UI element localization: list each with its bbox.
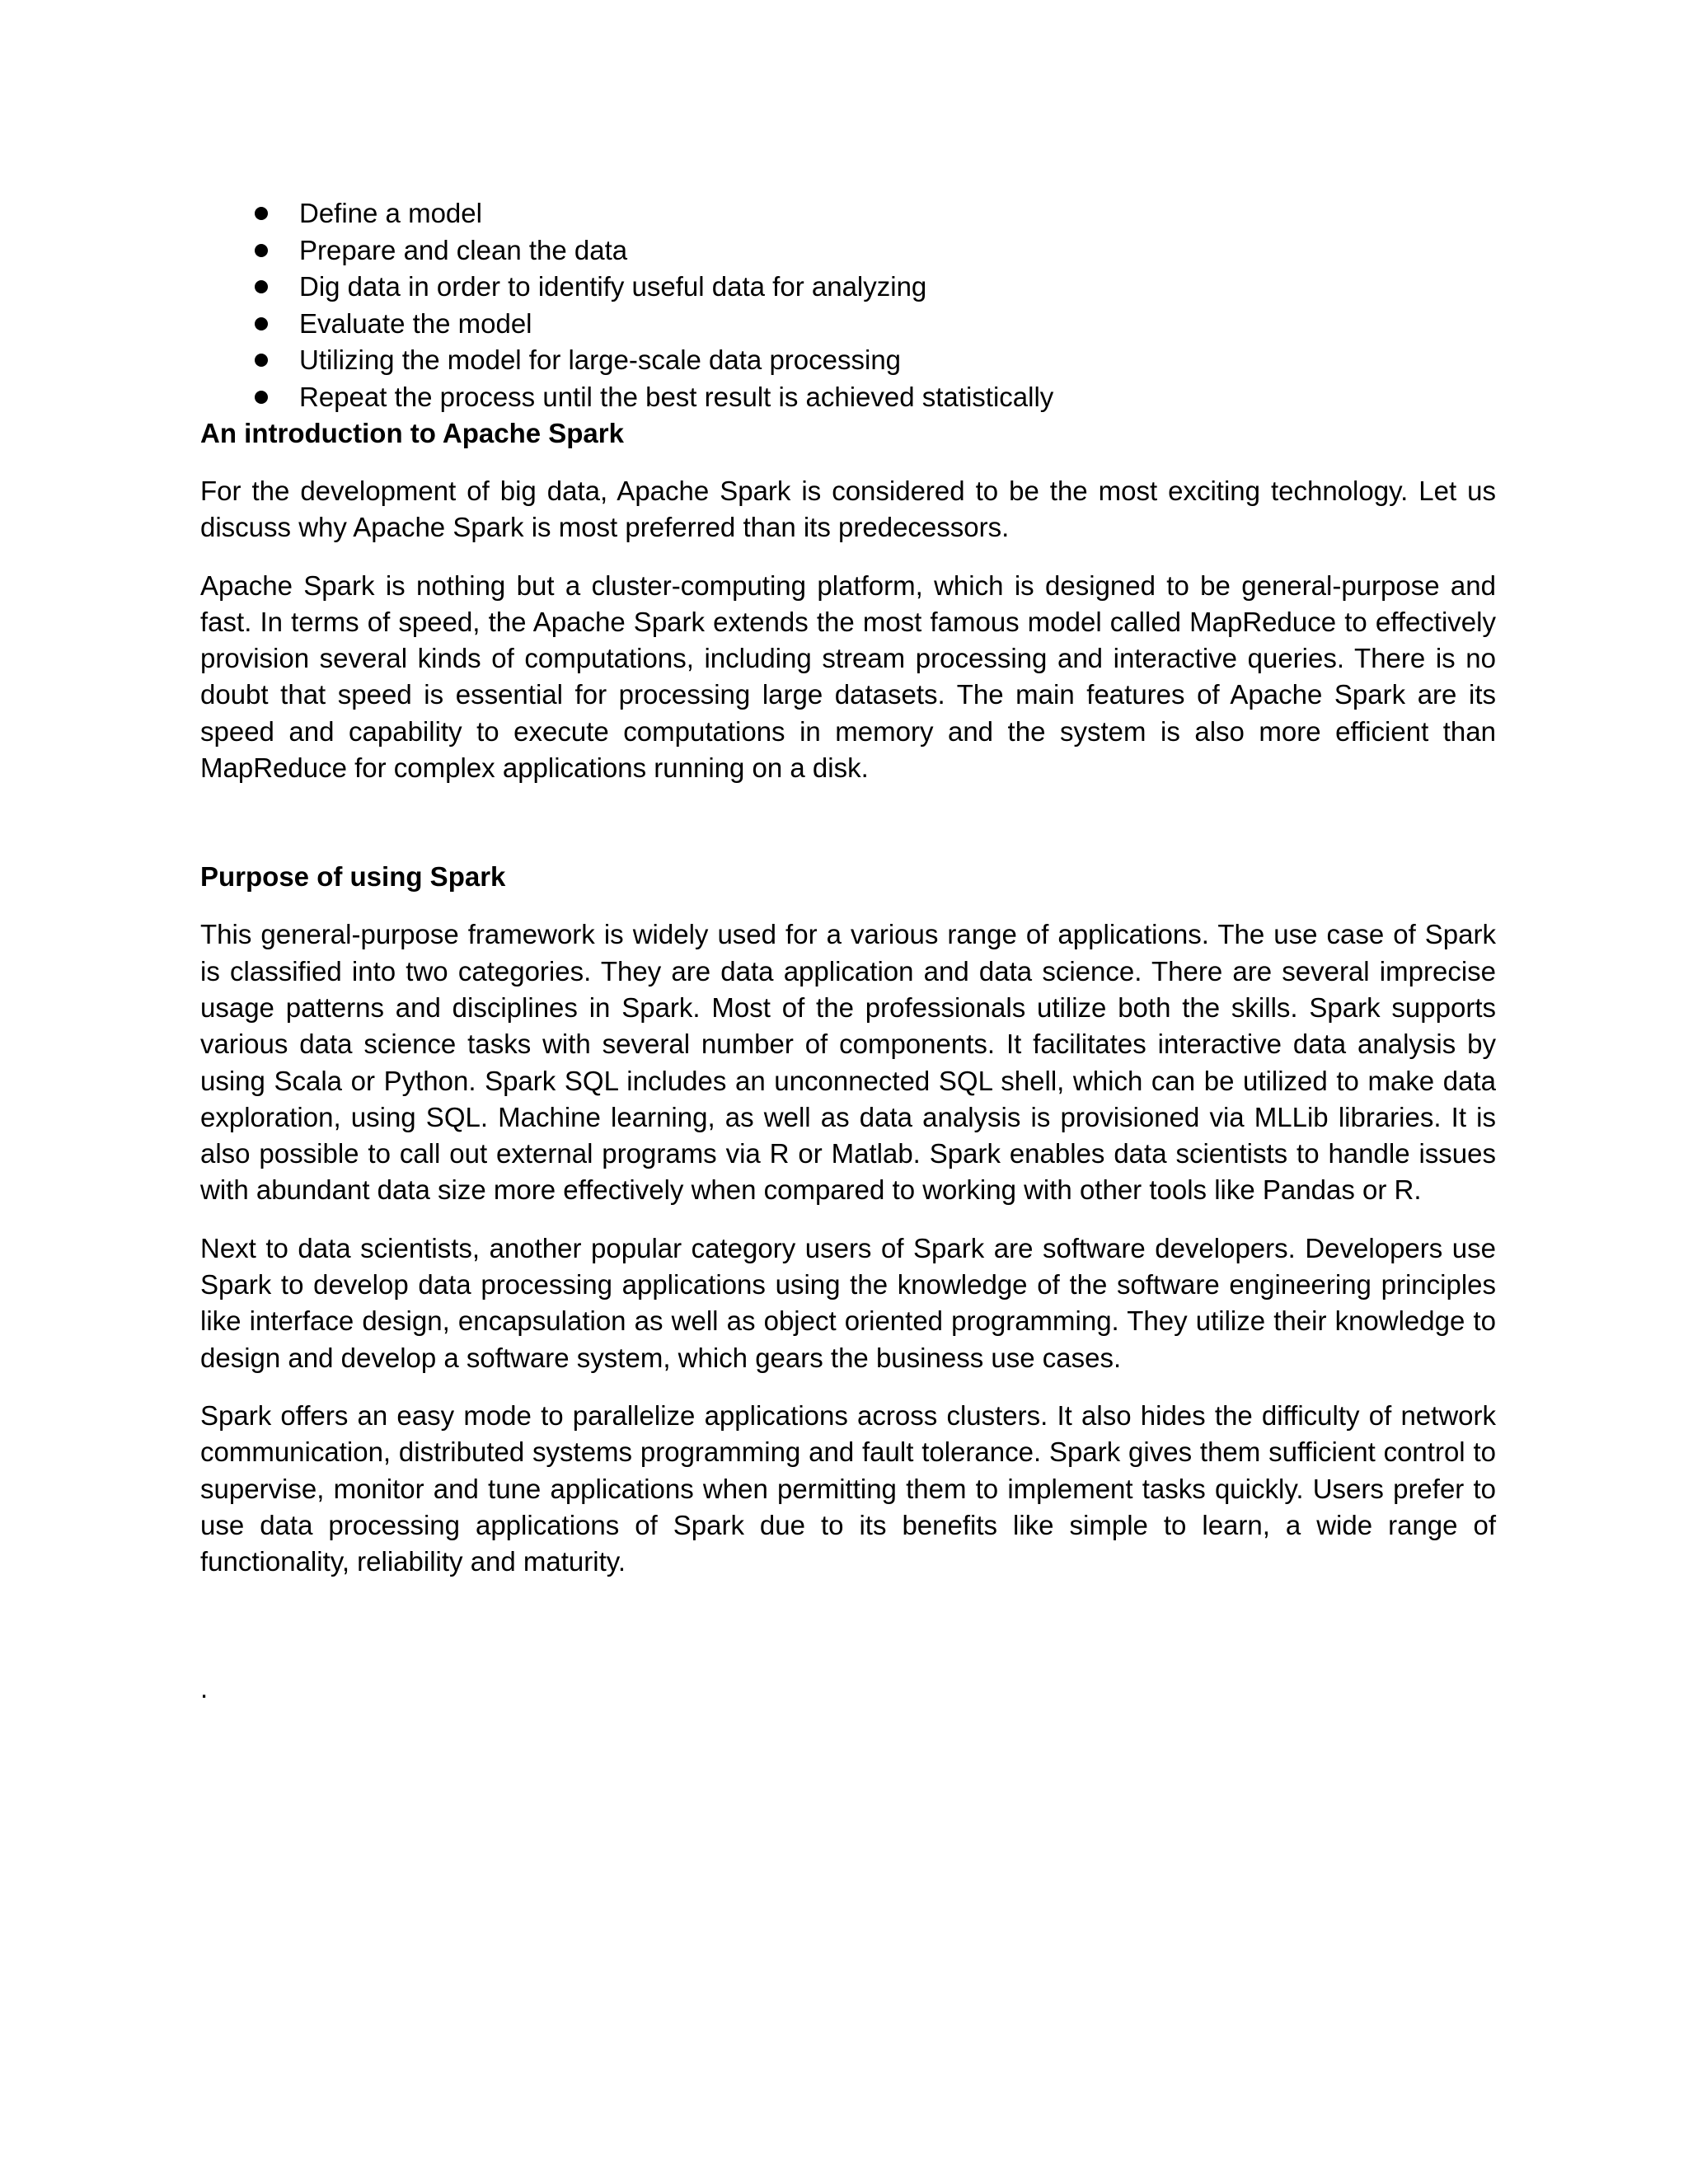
- list-item-text: Repeat the process until the best result is achieved statistically: [299, 381, 1054, 412]
- section-heading-intro: An introduction to Apache Spark: [200, 418, 624, 448]
- list-item-text: Utilizing the model for large-scale data processing: [299, 344, 902, 375]
- bullet-list: [200, 195, 1496, 415]
- list-item: [200, 232, 1496, 269]
- bullet-icon: [255, 317, 268, 330]
- intro-paragraph-2: Apache Spark is nothing but a cluster-computing platform, which is designed to be general-purpose and fast. In terms of speed, the Apache Spark extends the most famous model called MapReduce to effectively provision several kinds of computations, including stream processing and interactive queries. There is no doubt that speed is essential for processing large datasets. The main features of Apache Spark are its speed and capability to execute computations in memory and the system is also more efficient than MapReduce for complex applications running on a disk.: [200, 569, 1496, 784]
- list-item: [200, 306, 1496, 343]
- list-item: [200, 269, 1496, 306]
- list-item: [200, 379, 1496, 416]
- bullet-icon: [255, 391, 268, 404]
- list-item: [200, 195, 1496, 232]
- purpose-paragraph-2: Next to data scientists, another popular category users of Spark are software developers. Developers use Spark to develop data processing applications using the knowledge of the software engineering principles like interface design, encapsulation as well as object oriented programming. They utilize their knowledge to design and develop a software system, which gears the business use cases.: [200, 1232, 1496, 1373]
- bullet-icon: [255, 207, 268, 220]
- bullet-icon: [255, 354, 268, 367]
- list-item-text: Dig data in order to identify useful data for analyzing: [299, 271, 927, 302]
- bullet-icon: [255, 244, 268, 257]
- list-item-text: Prepare and clean the data: [299, 234, 628, 265]
- list-item-text: Define a model: [299, 198, 482, 228]
- intro-paragraph-1: For the development of big data, Apache Spark is considered to be the most exciting technology. Let us discuss why Apache Spark is most preferred than its predecessors.: [200, 476, 1496, 543]
- purpose-paragraph-3: Spark offers an easy mode to parallelize applications across clusters. It also hides the difficulty of network communication, distributed systems programming and fault tolerance. Spark gives them sufficient control to supervise, monitor and tune applications when permitting them to implement tasks quickly. Users prefer to use data processing applications of Spark due to its benefits like simple to learn, a wide range of functionality, reliability and maturity.: [200, 1399, 1496, 1577]
- document-body: [200, 195, 1496, 1707]
- trailing-mark: .: [200, 1673, 209, 1704]
- list-item: [200, 342, 1496, 379]
- purpose-paragraph-1: This general-purpose framework is widely used for a various range of applications. The use case of Spark is classified into two categories. They are data application and data science. There are several imprecise usage patterns and disciplines in Spark. Most of the professionals utilize both the skills. Spark supports various data science tasks with several number of components. It facilitates interactive data analysis by using Scala or Python. Spark SQL includes an unconnected SQL shell, which can be utilized to make data exploration, using SQL. Machine learning, as well as data analysis is provisioned via MLLib libraries. It is also possible to call out external programs via R or Matlab. Spark enables data scientists to handle issues with abundant data size more effectively when compared to working with other tools like Pandas or R.: [200, 919, 1496, 1206]
- bullet-icon: [255, 280, 268, 293]
- section-heading-purpose: Purpose of using Spark: [200, 861, 506, 893]
- list-item-text: Evaluate the model: [299, 307, 532, 339]
